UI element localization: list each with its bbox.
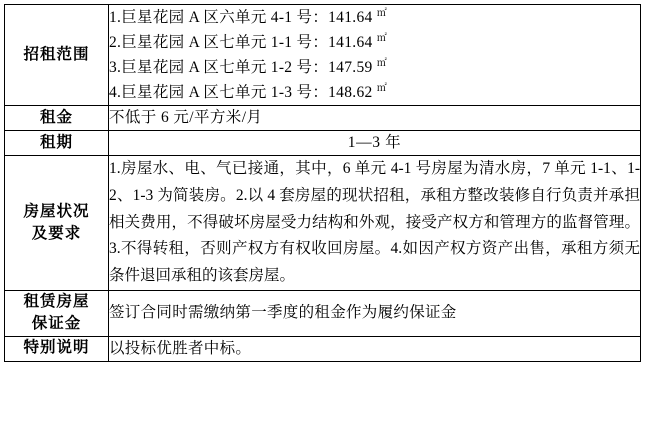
list-item [109,30,640,55]
row-value-special [109,336,641,361]
rent-text: 不低于 6 元/平方米/月 [109,109,263,127]
row-value-conditions: 1.房屋水、电、气已接通，其中，6 单元 4-1 号房屋为清水房，7 单元 1-1、1-2、1-3 为简装房。2.以 4 套房屋的现状招租，承租方整改装修自行负责并承担相关费用，不得破坏房屋受力结构和外观，接受产权方和管理方的监督管理。3.不得转租，否则产权方有权收回房屋。4.如因产权方资产出售，承租方须无条件退回承租的该套房屋。 [109,156,641,290]
row-label-scope: 招租范围 [5,5,109,106]
scope-list [109,5,640,105]
table-row [5,290,641,336]
row-label-special: 特别说明 [5,336,109,361]
scope-item-text: 3.巨星花园 A 区七单元 1-2 号：147.59 [109,59,377,77]
row-label-rent: 租金 [5,106,109,131]
row-label-term: 租期 [5,131,109,156]
row-value-scope [109,5,641,106]
special-text: 以投标优胜者中标。 [109,339,252,357]
table-row [5,5,641,106]
row-value-deposit [109,290,641,336]
table-row [5,106,641,131]
label-line-2: 及要求 [31,225,82,243]
table-row [5,336,641,361]
label-line-2: 保证金 [31,315,82,333]
unit-square-meter: ㎡ [376,58,387,70]
table-row [5,156,641,290]
row-label-deposit [5,290,109,336]
unit-square-meter: ㎡ [376,7,387,19]
term-text: 1—3 年 [347,134,402,152]
list-item [109,55,640,80]
scope-item-text: 2.巨星花园 A 区七单元 1-1 号：141.64 [109,34,377,52]
list-item [109,80,640,105]
deposit-text: 签订合同时需缴纳第一季度的租金作为履约保证金 [109,304,457,322]
unit-square-meter: ㎡ [376,83,387,95]
lease-info-table [4,4,641,362]
scope-item-text: 1.巨星花园 A 区六单元 4-1 号：141.64 [109,9,377,26]
row-value-term [109,131,641,156]
label-line-1: 房屋状况 [23,202,90,220]
table-row [5,131,641,156]
scope-item-text: 4.巨星花园 A 区七单元 1-3 号：148.62 [109,84,377,102]
row-label-conditions [5,156,109,290]
label-line-1: 租赁房屋 [23,292,90,310]
unit-square-meter: ㎡ [376,32,387,44]
row-value-rent [109,106,641,131]
list-item [109,5,640,30]
